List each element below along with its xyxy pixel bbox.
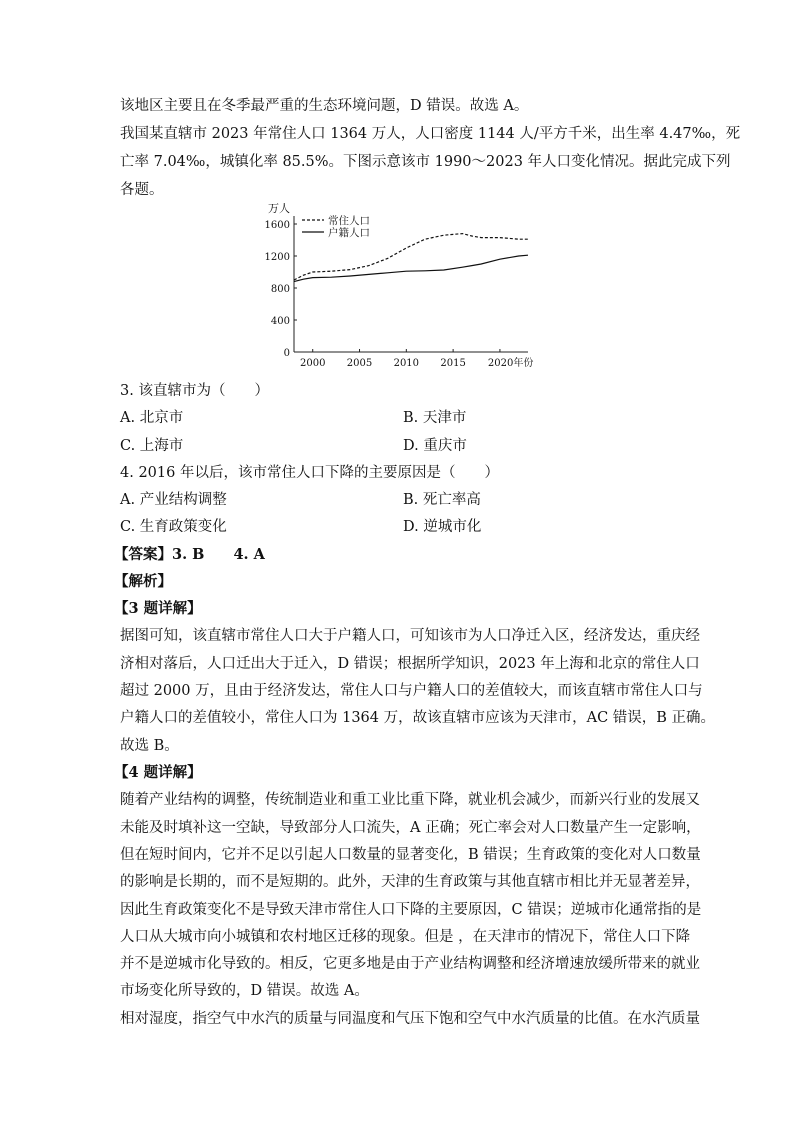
sub3-line-5: 故选 B。 (120, 738, 179, 754)
sub4-line-8: 市场变化所导致的，D 错误。故选 A。 (120, 983, 369, 999)
sub4-line-3: 但在短时间内，它并不足以引起人口数量的显著变化，B 错误；生育政策的变化对人口数量 (120, 847, 701, 863)
q3-option-d: D. 重庆市 (403, 438, 467, 454)
q3-option-a: A. 北京市 (120, 410, 184, 426)
legend-label: 户籍人口 (328, 227, 370, 239)
series-line-resident (294, 234, 528, 280)
intro-line-1: 该地区主要且在冬季最严重的生态环境问题，D 错误。故选 A。 (120, 98, 529, 114)
q4-stem: 4. 2016 年以后，该市常住人口下降的主要原因是（ ） (120, 465, 499, 481)
sub4-line-4: 的影响是长期的，而不是短期的。此外，天津的生育政策与其他直辖市相比并无显著差异， (120, 874, 700, 890)
population-line-chart (262, 198, 542, 374)
analysis-heading: 【解析】 (114, 573, 172, 590)
q3-stem: 3. 该直辖市为（ ） (120, 383, 269, 399)
x-tick-label: 2010 (393, 358, 420, 369)
y-tick-label: 1200 (264, 252, 290, 263)
y-tick-label: 800 (270, 284, 290, 295)
intro-line-4: 各题。 (120, 182, 164, 198)
legend-label: 常住人口 (328, 215, 370, 227)
sub3-line-4: 户籍人口的差值较小，常住人口为 1364 万，故该直辖市应该为天津市，AC 错误，B 正确。 (120, 710, 716, 726)
y-tick-label: 400 (270, 316, 290, 327)
q4-option-c: C. 生育政策变化 (120, 519, 227, 535)
y-axis-title: 万人 (268, 202, 290, 215)
q4-option-b: B. 死亡率高 (403, 492, 481, 508)
q3-option-c: C. 上海市 (120, 438, 184, 454)
q4-option-a: A. 产业结构调整 (120, 492, 227, 508)
answer-line: 【答案】3. B 4. A (114, 546, 265, 563)
series-line-registered (294, 255, 528, 281)
x-tick-label: 2015 (440, 358, 466, 369)
sub3-heading: 【3 题详解】 (114, 600, 202, 617)
y-tick-label: 0 (283, 348, 290, 359)
y-tick-label: 1600 (264, 220, 290, 231)
sub3-line-3: 超过 2000 万，且由于经济发达，常住人口与户籍人口的差值较大，而该直辖市常住人口与 (120, 683, 703, 699)
sub4-heading: 【4 题详解】 (114, 764, 202, 781)
sub4-line-6: 人口从大城市向小城镇和农村地区迁移的现象。但是 ，在天津市的情况下，常住人口下降 (120, 929, 691, 945)
x-tick-label: 2005 (346, 358, 373, 369)
sub4-line-5: 因此生育政策变化不是导致天津市常住人口下降的主要原因，C 错误；逆城市化通常指的是 (120, 902, 702, 918)
x-tick-label: 2020年份 (487, 358, 534, 369)
sub3-line-2: 济相对落后，人口迁出大于迁入，D 错误；根据所学知识，2023 年上海和北京的常住人口 (120, 656, 700, 672)
sub4-line-2: 未能及时填补这一空缺，导致部分人口流失，A 正确；死亡率会对人口数量产生一定影响， (120, 820, 701, 836)
x-tick-label: 2000 (299, 358, 326, 369)
sub4-line-1: 随着产业结构的调整，传统制造业和重工业比重下降，就业机会减少，而新兴行业的发展又 (120, 792, 700, 808)
q4-option-d: D. 逆城市化 (403, 519, 482, 535)
next-question-line: 相对湿度，指空气中水汽的质量与同温度和气压下饱和空气中水汽质量的比值。在水汽质量 (120, 1011, 700, 1027)
intro-line-2: 我国某直辖市 2023 年常住人口 1364 万人，人口密度 1144 人/平方千米，出生率 4.47‰，死 (120, 126, 741, 142)
sub3-line-1: 据图可知，该直辖市常住人口大于户籍人口，可知该市为人口净迁入区，经济发达，重庆经 (120, 628, 700, 644)
q3-option-b: B. 天津市 (403, 410, 467, 426)
intro-line-3: 亡率 7.04‰，城镇化率 85.5%。下图示意该市 1990～2023 年人口变化情况。据此完成下列 (120, 154, 731, 170)
sub4-line-7: 并不是逆城市化导致的。相反，它更多地是由于产业结构调整和经济增速放缓所带来的就业 (120, 956, 700, 972)
